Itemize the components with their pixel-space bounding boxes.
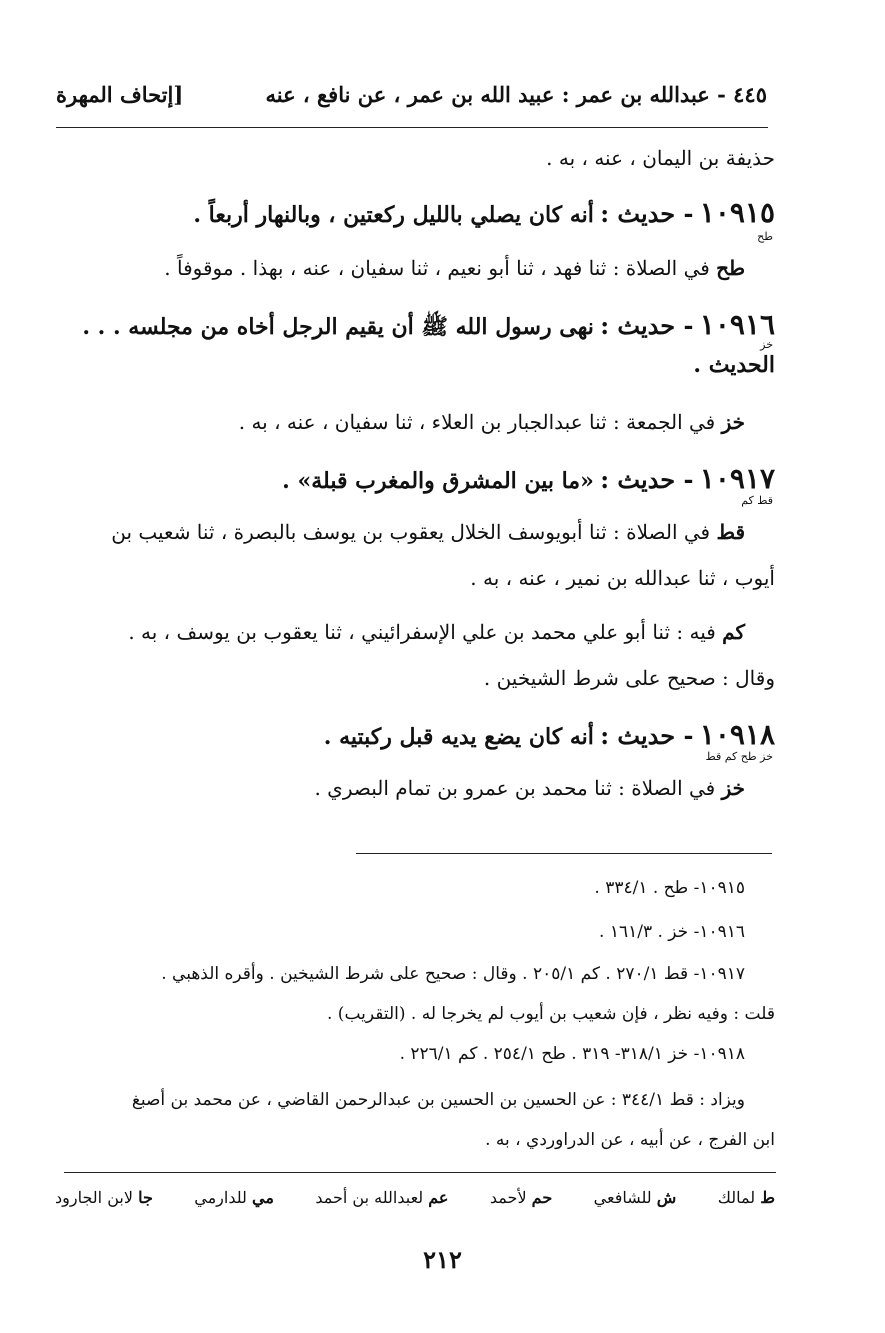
chain-line: [239, 410, 745, 434]
source-abbr: خز: [721, 410, 745, 434]
chain-text: في الصلاة : ثنا أبويوسف الخلال يعقوب بن يوسف بالبصرة ، ثنا شعيب بن: [111, 520, 711, 544]
hadith-number: ١٠٩١٨: [699, 718, 775, 751]
continuation-text: حذيفة بن اليمان ، عنه ، به .: [546, 146, 775, 170]
hadith-heading: [82, 308, 775, 345]
source-abbr: خز: [721, 776, 745, 800]
source-abbr: طح: [716, 256, 745, 280]
hadith-label: - حديث :: [600, 721, 694, 750]
legend-item: ش للشافعي: [593, 1188, 677, 1207]
hadith-heading: [324, 718, 775, 751]
footnote: ١٠٩١٦- خز . ١٦١/٣ .: [599, 922, 745, 942]
chain-text: في الصلاة : ثنا فهد ، ثنا أبو نعيم ، ثنا سفيان ، عنه ، بهذا . موقوفاً .: [164, 256, 710, 280]
source-abbrevs: خز: [760, 338, 773, 351]
chain-line: [128, 620, 745, 644]
running-title: ٤٤٥ - عبدالله بن عمر : عبيد الله بن عمر ، عن نافع ، عنه: [265, 82, 767, 107]
legend-item: عم لعبدالله بن أحمد: [315, 1188, 449, 1207]
page-number: ٢١٢: [423, 1245, 462, 1274]
footnote: ويزاد : قط ٣٤٤/١ : عن الحسين بن الحسين بن عبدالرحمن القاضي ، عن محمد بن أصبغ: [131, 1090, 745, 1110]
source-abbrevs: خز طح كم قط: [705, 750, 773, 763]
legend-item: ط لمالك: [717, 1188, 775, 1207]
hadith-text: أنه كان يصلي بالليل ركعتين ، وبالنهار أربعاً .: [193, 202, 594, 228]
hadith-number: ١٠٩١٦: [699, 308, 775, 341]
hadith-label: - حديث :: [600, 311, 694, 340]
chain-line: [111, 520, 745, 544]
chain-line-continued: وقال : صحيح على شرط الشيخين .: [483, 666, 775, 690]
chain-text: فيه : ثنا أبو علي محمد بن علي الإسفرائيني ، ثنا يعقوب بن يوسف ، به .: [128, 620, 716, 644]
footnote: ١٠٩١٥- طح . ٣٣٤/١ .: [594, 878, 745, 898]
hadith-number: ١٠٩١٧: [699, 462, 775, 495]
book-title: [إتحاف المهرة: [56, 82, 184, 107]
abbreviation-legend: [55, 1188, 775, 1207]
footnote: ابن الفرج ، عن أبيه ، عن الدراوردي ، به .: [485, 1130, 775, 1150]
hadith-heading: [193, 196, 775, 229]
source-abbrevs: قط كم: [741, 494, 773, 507]
hadith-text-continued: الحديث .: [693, 352, 775, 378]
hadith-text: نهى رسول الله ﷺ أن يقيم الرجل أخاه من مجلسه . . .: [82, 314, 594, 340]
footnote: قلت : وفيه نظر ، فإن شعيب بن أيوب لم يخرجا له . (التقريب) .: [327, 1004, 775, 1024]
hadith-text: «ما بين المشرق والمغرب قبلة» .: [282, 468, 594, 494]
hadith-label: - حديث :: [600, 465, 694, 494]
hadith-label: - حديث :: [600, 199, 694, 228]
legend-item: مي للدارمي: [194, 1188, 274, 1207]
source-abbr: كم: [722, 620, 745, 644]
chain-text: في الجمعة : ثنا عبدالجبار بن العلاء ، ثنا سفيان ، عنه ، به .: [238, 410, 716, 434]
hadith-text: أنه كان يضع يديه قبل ركبتيه .: [323, 724, 594, 750]
chain-text: في الصلاة : ثنا محمد بن عمرو بن تمام البصري .: [314, 776, 716, 800]
header-rule: [56, 127, 768, 128]
legend-item: جا لابن الجارود: [55, 1188, 153, 1207]
footnote: ١٠٩١٧- قط ٢٧٠/١ . كم ٢٠٥/١ . وقال : صحيح على شرط الشيخين . وأقره الذهبي .: [161, 964, 745, 984]
chain-line: [164, 256, 745, 280]
chain-line: [314, 776, 745, 800]
footnote-rule: [356, 853, 772, 854]
legend-rule: [64, 1172, 776, 1173]
hadith-number: ١٠٩١٥: [699, 196, 775, 229]
hadith-heading: [282, 462, 775, 495]
legend-item: حم لأحمد: [489, 1188, 553, 1207]
chain-line-continued: أيوب ، ثنا عبدالله بن نمير ، عنه ، به .: [470, 566, 775, 590]
footnote: ١٠٩١٨- خز ٣١٨/١- ٣١٩ . طح ٢٥٤/١ . كم ٢٢٦/١ .: [399, 1044, 745, 1064]
source-abbrevs: طح: [757, 230, 773, 243]
source-abbr: قط: [716, 520, 745, 544]
